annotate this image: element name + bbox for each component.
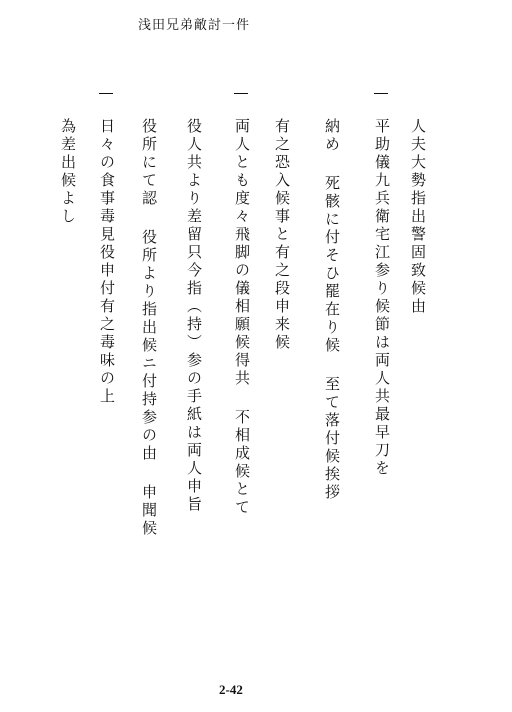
page-number: 2-42 — [219, 682, 243, 697]
item-mark — [234, 93, 248, 94]
text-column: 両人とも度々飛脚の儀相願候得共 不相成候とて — [233, 118, 251, 517]
text-column: 有之恐入候事と有之段申来候 — [273, 118, 291, 352]
text-column: 納め 死骸に付そひ罷在り候 至て落付候挨拶 — [323, 118, 341, 502]
text-column: 日々の食事毒見役申付有之毒味の上 — [98, 118, 116, 406]
item-mark — [374, 93, 388, 94]
page-title: 浅田兄弟敵討一件 — [138, 18, 251, 33]
text-column: 為差出候よし — [59, 118, 77, 226]
text-column: 役人共より差留只今指（持）参の手紙は両人申旨 — [185, 118, 203, 514]
text-column: 役所にて認 役所より指出候ニ付持参の由 申聞候 — [140, 118, 158, 538]
text-column: 平助儀九兵衛宅江参り候節は両人共最早刀を — [373, 118, 391, 478]
text-column: 人夫大勢指出警固致候由 — [409, 118, 427, 316]
item-mark — [99, 93, 113, 94]
